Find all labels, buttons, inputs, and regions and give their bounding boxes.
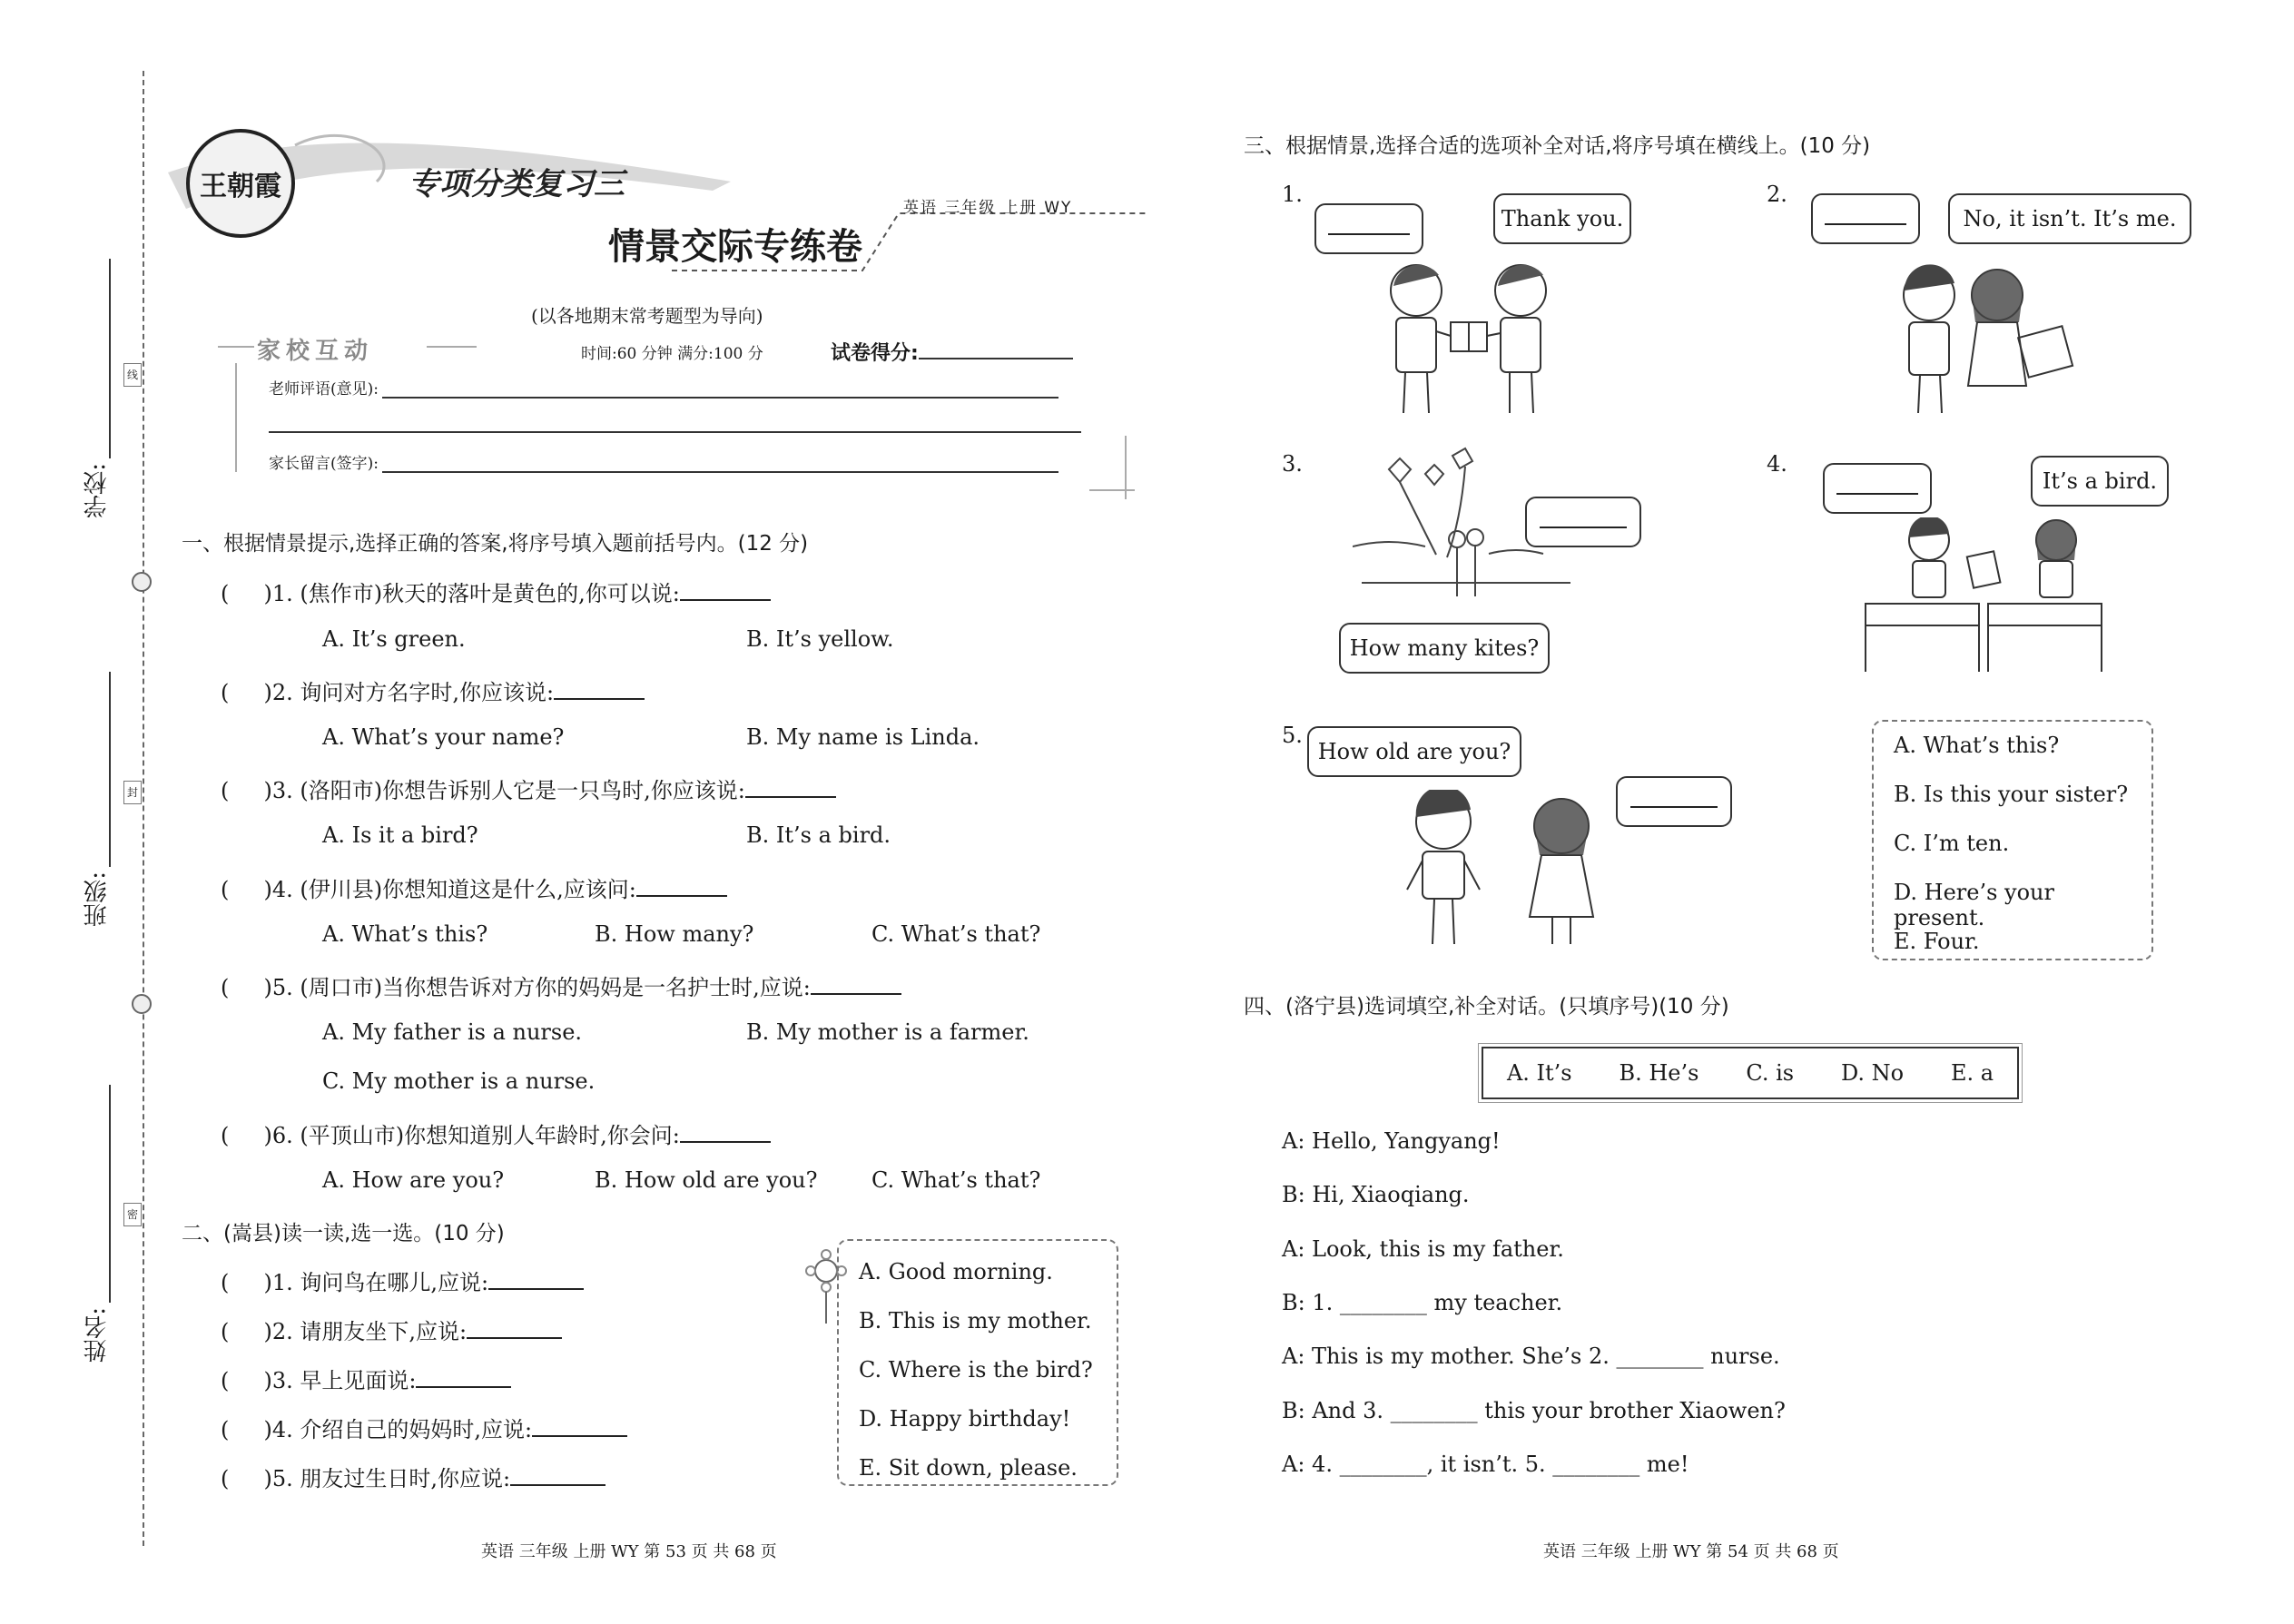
s1-q6-option-a: A. How are you? [322, 1167, 505, 1193]
s1-question-5: ( )5. (周口市)当你想告诉对方你的妈妈是一名护士时,应说: [221, 969, 901, 1001]
s2-choices-box [837, 1239, 1118, 1486]
s1-question-3: ( )3. (洛阳市)你想告诉别人它是一只鸟时,你应该说: [221, 773, 836, 804]
s1-q5-option-a: A. My father is a nurse. [322, 1019, 583, 1045]
s1-q1-option-a: A. It’s green. [322, 626, 466, 652]
s1-q2-option-b: B. My name is Linda. [746, 724, 980, 750]
s3-choice-d: D. Here’s your present. [1894, 880, 2054, 930]
s2-choice-e: E. Sit down, please. [859, 1455, 1078, 1481]
s1-question-4: ( )4. (伊川县)你想知道这是什么,应该问: [221, 871, 727, 903]
s3-pic1-blank-bubble[interactable] [1314, 203, 1423, 254]
class-field[interactable] [109, 672, 111, 867]
s2-question-5: ( )5. 朋友过生日时,你应说: [221, 1461, 605, 1492]
s1-q3-option-a: A. Is it a bird? [322, 822, 478, 848]
s4-dialogue-line-5: A: This is my mother. She’s 2. ________ nurse. [1282, 1343, 1780, 1369]
section4-title: 四、(洛宁县)选词填空,补全对话。(只填序号)(10 分) [1244, 995, 1729, 1019]
s1-q4-option-c: C. What’s that? [871, 921, 1041, 947]
s1-q6-option-b: B. How old are you? [595, 1167, 818, 1193]
main-title: 情景交际专练卷 [608, 225, 862, 268]
class-label: 班级: [84, 871, 111, 927]
s2-question-2: ( )2. 请朋友坐下,应说: [221, 1314, 562, 1345]
parent-comment-field[interactable] [382, 471, 1058, 473]
s4-dialogue-line-4: B: 1. ________ my teacher. [1282, 1290, 1563, 1315]
s3-choice-c: C. I’m ten. [1894, 831, 2010, 856]
s1-q3-option-b: B. It’s a bird. [746, 822, 891, 848]
s2-question-3: ( )3. 早上见面说: [221, 1363, 511, 1394]
teacher-comment-label: 老师评语(意见): [269, 380, 379, 399]
binding-hole [132, 572, 152, 592]
s3-pic3-number: 3. [1282, 451, 1303, 477]
exam-time-score: 时间:60 分钟 满分:100 分 [581, 345, 763, 363]
s1-q2-option-a: A. What’s your name? [322, 724, 565, 750]
publisher-logo: 王朝霞 [186, 129, 295, 238]
score-label: 试卷得分: [831, 338, 1073, 366]
s4-dialogue-line-1: A: Hello, Yangyang! [1282, 1128, 1501, 1154]
seal-mark-tight: 密 [123, 1203, 142, 1226]
s3-choices-box [1872, 720, 2153, 960]
school-field[interactable] [109, 259, 111, 458]
s3-pic2-kids-photo-illustration [1879, 259, 2079, 418]
s4-word-b: B. He’s [1619, 1060, 1699, 1086]
s2-choice-d: D. Happy birthday! [859, 1406, 1071, 1432]
seal-mark-seal: 封 [123, 781, 142, 804]
s3-pic4-blank-bubble[interactable] [1823, 463, 1932, 514]
s3-pic1-number: 1. [1282, 182, 1303, 207]
s2-question-1: ( )1. 询问鸟在哪儿,应说: [221, 1265, 584, 1296]
s2-choice-a: A. Good morning. [859, 1259, 1053, 1284]
series-title: 专项分类复习三 [409, 166, 625, 202]
binding-hole [132, 994, 152, 1014]
s3-choice-e: E. Four. [1894, 929, 1980, 954]
teacher-comment-field-line2[interactable] [269, 431, 1081, 433]
s3-pic2-number: 2. [1767, 182, 1787, 207]
s1-q5-option-b: B. My mother is a farmer. [746, 1019, 1029, 1045]
home-school-label: 家校互动 [257, 338, 374, 365]
s1-q4-option-a: A. What’s this? [322, 921, 488, 947]
s3-pic3-speech-bubble: How many kites? [1339, 623, 1550, 674]
s3-pic4-number: 4. [1767, 451, 1787, 477]
s4-word-e: E. a [1950, 1060, 1994, 1086]
teacher-comment-field[interactable] [382, 397, 1058, 399]
s1-q4-option-b: B. How many? [595, 921, 754, 947]
s4-dialogue-line-7: A: 4. ________, it isn’t. 5. ________ me! [1282, 1452, 1689, 1477]
s3-pic1-speech-bubble: Thank you. [1493, 193, 1631, 244]
parent-comment-label: 家长留言(签字): [269, 455, 379, 473]
s1-q1-option-b: B. It’s yellow. [746, 626, 894, 652]
s3-pic4-speech-bubble: It’s a bird. [2031, 456, 2169, 507]
s4-word-a: A. It’s [1506, 1060, 1572, 1086]
section1-title: 一、根据情景提示,选择正确的答案,将序号填入题前括号内。(12 分) [182, 532, 809, 556]
s4-dialogue-line-6: B: And 3. ________ this your brother Xiaowen? [1282, 1398, 1786, 1423]
s1-question-6: ( )6. (平顶山市)你想知道别人年龄时,你会问: [221, 1117, 771, 1149]
s4-word-c: C. is [1746, 1060, 1795, 1086]
seal-mark-line: 线 [123, 363, 142, 387]
guide-note: (以各地期末常考题型为导向) [531, 305, 763, 327]
s3-choice-b: B. Is this your sister? [1894, 782, 2129, 807]
teacher-comment-row [269, 376, 1058, 399]
s3-pic4-classroom-illustration [1861, 517, 2106, 676]
section3-title: 三、根据情景,选择合适的选项补全对话,将序号填在横线上。(10 分) [1244, 134, 1871, 158]
binding-dashed-line [143, 71, 144, 1546]
footer-right-page-info: 英语 三年级 上册 WY 第 54 页 共 68 页 [1543, 1542, 1839, 1561]
s3-pic5-speech-bubble: How old are you? [1307, 726, 1521, 777]
s3-pic3-blank-bubble[interactable] [1525, 497, 1641, 547]
school-label: 学校: [84, 463, 111, 518]
s3-pic5-boy-girl-illustration [1389, 790, 1625, 949]
s1-q5-option-c: C. My mother is a nurse. [322, 1068, 596, 1094]
section2-title: 二、(嵩县)读一读,选一选。(10 分) [182, 1222, 505, 1245]
s2-question-4: ( )4. 介绍自己的妈妈时,应说: [221, 1412, 627, 1443]
s1-question-2: ( )2. 询问对方名字时,你应该说: [221, 674, 645, 706]
s4-word-d: D. No [1840, 1060, 1905, 1086]
name-label: 姓名: [84, 1307, 111, 1363]
name-field[interactable] [109, 1085, 111, 1303]
s3-choice-a: A. What’s this? [1894, 733, 2060, 758]
s3-pic5-blank-bubble[interactable] [1616, 776, 1732, 827]
s2-choice-b: B. This is my mother. [859, 1308, 1092, 1334]
s4-dialogue-line-3: A: Look, this is my father. [1282, 1236, 1564, 1262]
score-field[interactable] [919, 341, 1073, 359]
s3-pic5-number: 5. [1282, 723, 1303, 748]
s2-choice-c: C. Where is the bird? [859, 1357, 1093, 1383]
s3-pic2-blank-bubble[interactable] [1811, 193, 1920, 244]
s1-q6-option-c: C. What’s that? [871, 1167, 1041, 1193]
s4-dialogue-line-2: B: Hi, Xiaoqiang. [1282, 1182, 1470, 1207]
s1-question-1: ( )1. (焦作市)秋天的落叶是黄色的,你可以说: [221, 576, 771, 607]
subject-meta: 英语 三年级 上册 WY [903, 199, 1073, 217]
s3-pic2-speech-bubble: No, it isn’t. It’s me. [1948, 193, 2191, 244]
footer-left-page-info: 英语 三年级 上册 WY 第 53 页 共 68 页 [481, 1542, 777, 1561]
s4-word-bank [1482, 1047, 2019, 1099]
s3-pic1-kids-gift-illustration [1362, 259, 1580, 418]
parent-comment-row [269, 450, 1058, 473]
